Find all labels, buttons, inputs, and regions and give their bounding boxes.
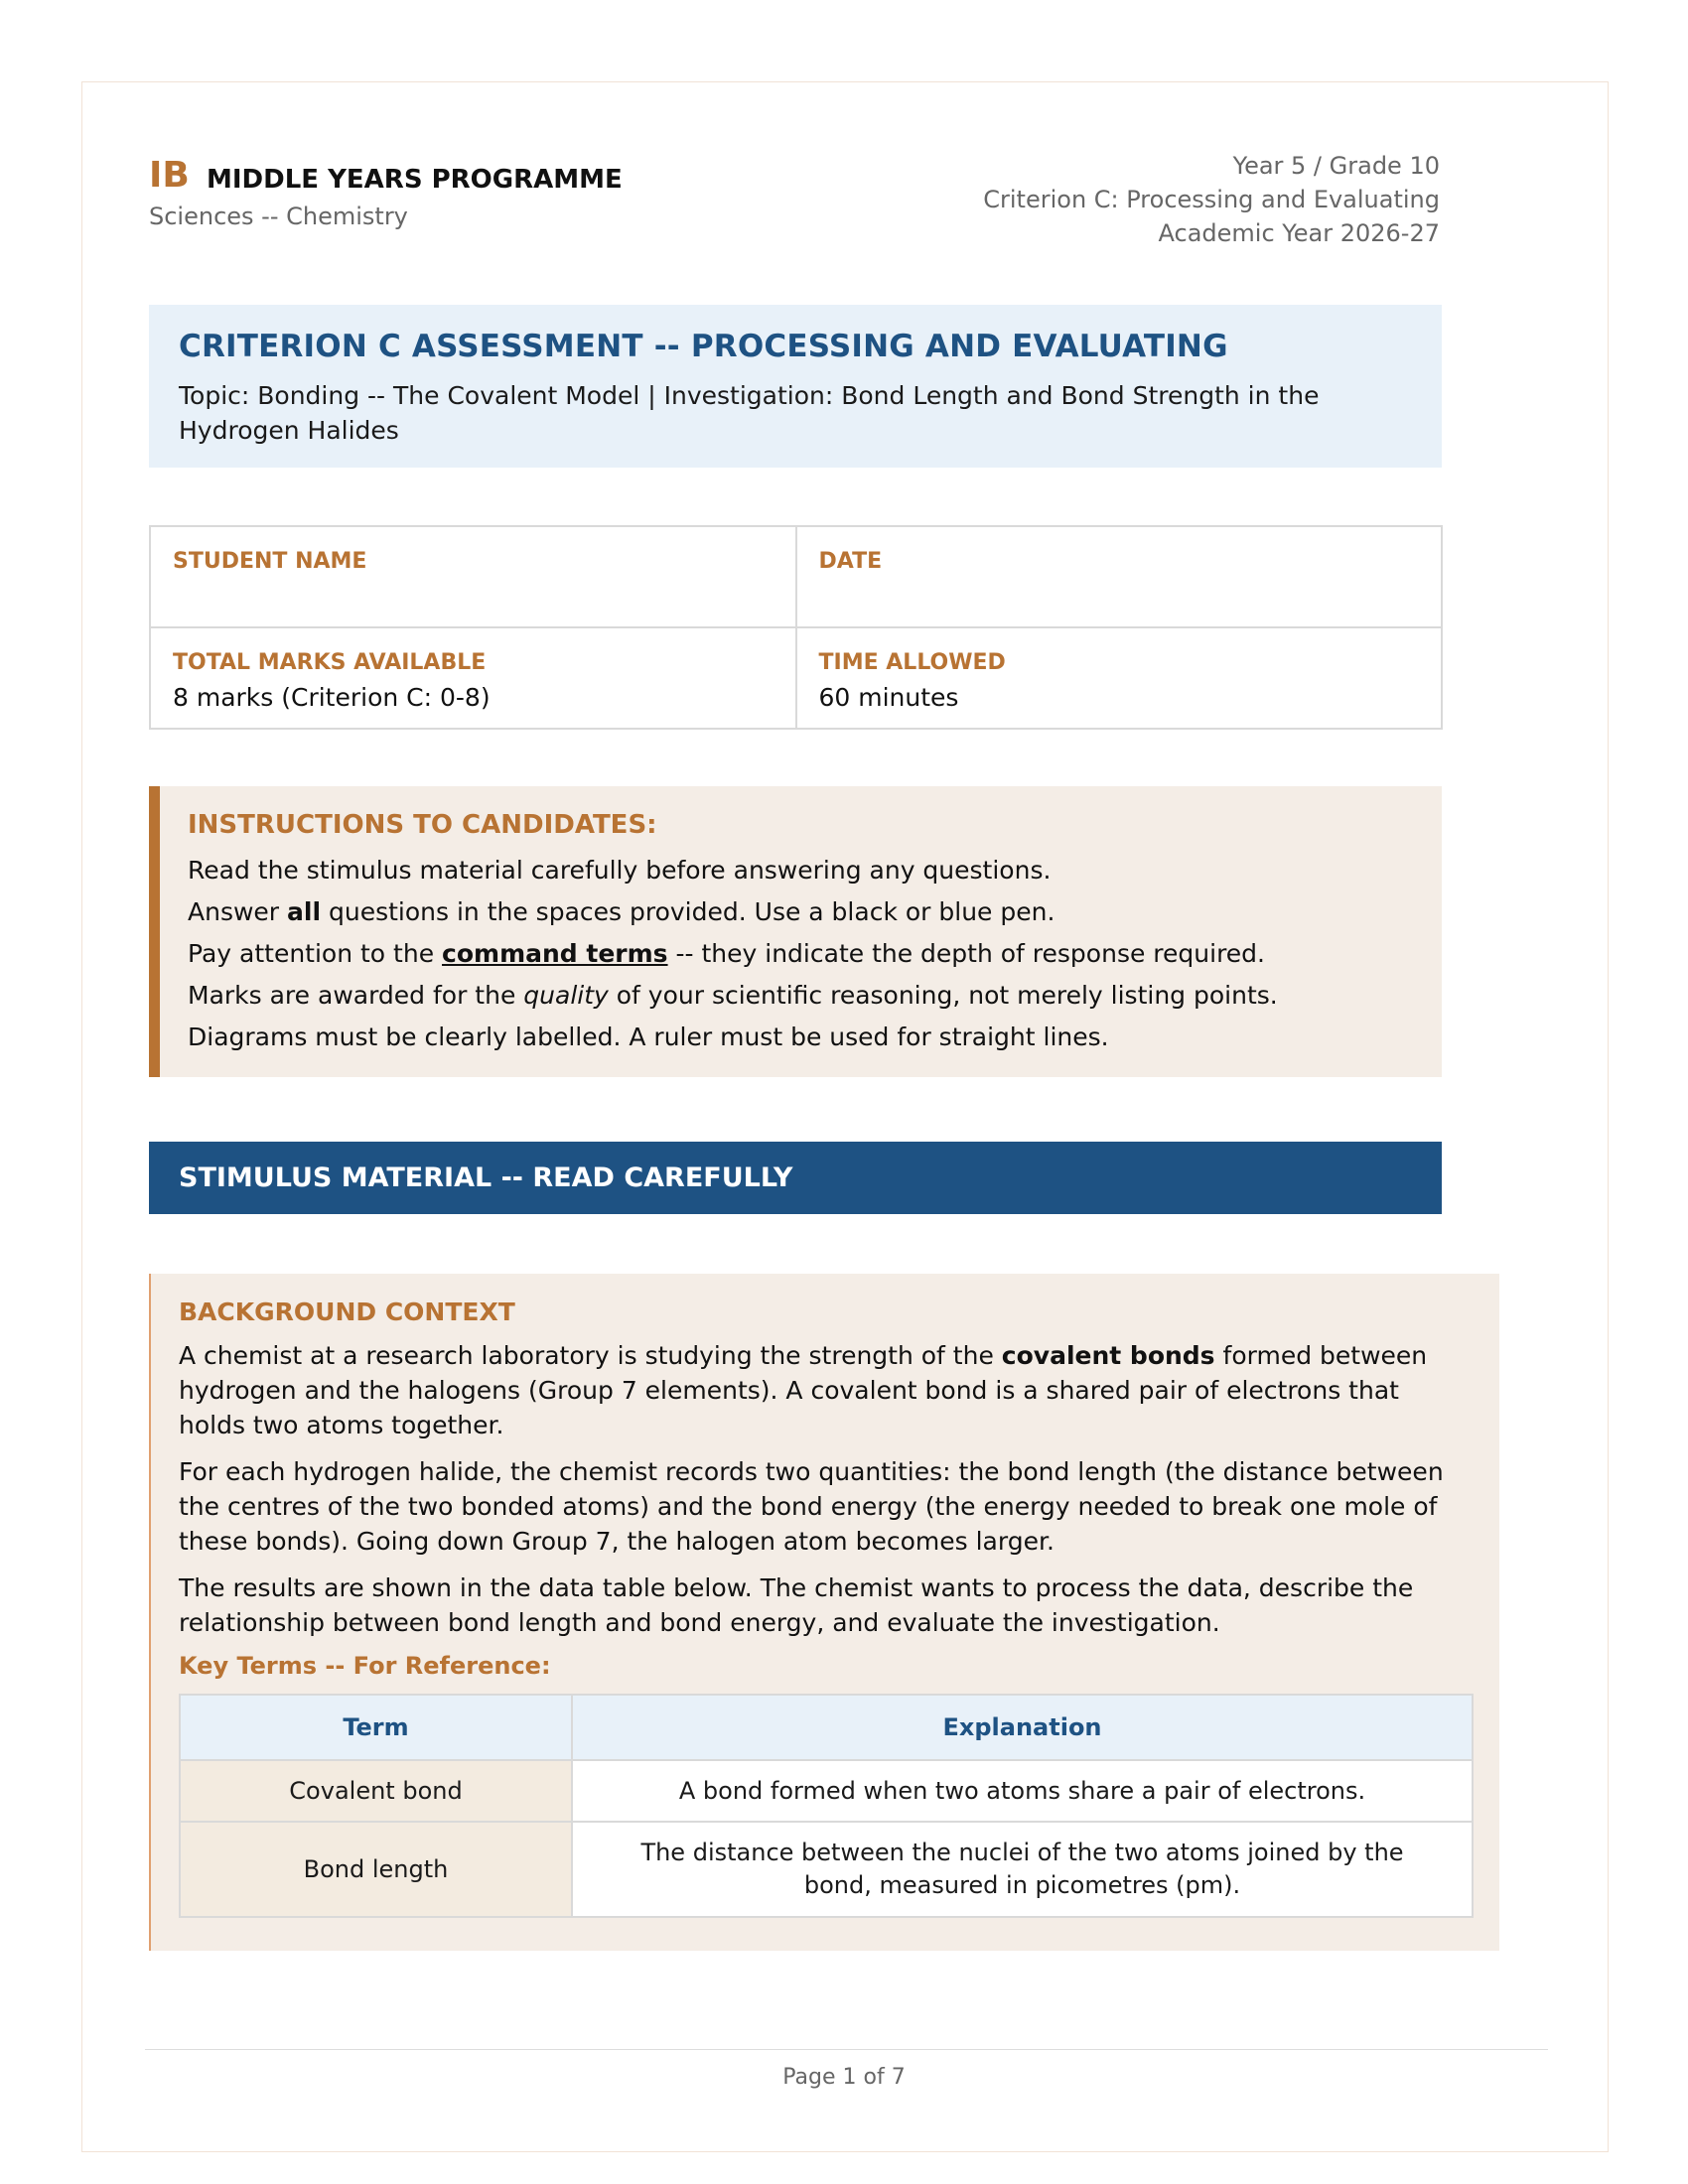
background-context-box — [149, 1274, 1499, 1951]
stimulus-banner: STIMULUS MATERIAL -- READ CAREFULLY — [149, 1142, 1442, 1214]
footer-divider — [145, 2049, 1548, 2050]
header-meta — [983, 149, 1440, 250]
time-allowed-label: TIME ALLOWED — [818, 650, 1006, 675]
context-text: formed between hydrogen and the halogens (Group 7 elements). A covalent bond is a shared pair of electrons that holds two atoms together. — [179, 1341, 1428, 1439]
context-paragraph: For each hydrogen halide, the chemist records two quantities: the bond length (the distance between the centres of the two bonded atoms) and the bond energy (the energy needed to break one mole of these bonds). Going down Group 7, the halogen atom becomes larger. — [179, 1457, 1444, 1556]
student-name-cell[interactable] — [150, 526, 796, 627]
subject-label: Sciences -- Chemistry — [149, 203, 408, 230]
instruction-text: Pay attention to the — [188, 939, 443, 968]
student-info-table — [149, 525, 1443, 730]
title-box — [149, 305, 1442, 468]
explanation-text: The distance between the nuclei of the two atoms joined by the bond, measured in picometres (pm). — [640, 1839, 1404, 1899]
topic-line: Topic: Bonding -- The Covalent Model | Investigation: Bond Length and Bond Strength in the Hydrogen Halides — [179, 381, 1320, 445]
table-row — [180, 1822, 1473, 1917]
instruction-text: Answer — [188, 897, 288, 926]
instruction-line — [188, 933, 1414, 975]
instruction-text: of your scientific reasoning, not merely listing points. — [608, 981, 1278, 1010]
instruction-line: Diagrams must be clearly labelled. A ruler must be used for straight lines. — [188, 1023, 1109, 1051]
total-marks-label: TOTAL MARKS AVAILABLE — [173, 650, 487, 675]
time-allowed-value: 60 minutes — [818, 683, 959, 712]
total-marks-cell — [150, 627, 796, 729]
page-number: Page 1 of 7 — [782, 2065, 906, 2090]
instruction-line: Read the stimulus material carefully before answering any questions. — [188, 856, 1052, 885]
ib-logo: IB — [149, 155, 190, 196]
instruction-text: -- they indicate the depth of response required. — [667, 939, 1265, 968]
date-label: DATE — [818, 549, 883, 574]
context-paragraph: The results are shown in the data table below. The chemist wants to process the data, describe the relationship between bond length and bond energy, and evaluate the investigation. — [179, 1573, 1414, 1637]
criterion-label: Criterion C: Processing and Evaluating — [983, 186, 1440, 213]
instructions-box — [149, 786, 1442, 1077]
context-title: BACKGROUND CONTEXT — [179, 1297, 515, 1326]
student-name-label: STUDENT NAME — [173, 549, 367, 574]
instruction-italic: quality — [523, 981, 609, 1010]
term-cell: Bond length — [180, 1822, 572, 1917]
programme-title: MIDDLE YEARS PROGRAMME — [207, 165, 623, 195]
instruction-line — [188, 975, 1414, 1017]
date-cell[interactable] — [796, 526, 1443, 627]
table-header-row — [180, 1695, 1473, 1760]
command-terms-emphasis: command terms — [442, 939, 668, 968]
table-row — [180, 1760, 1473, 1822]
year-label: Year 5 / Grade 10 — [1232, 152, 1440, 180]
instruction-emphasis: all — [287, 897, 322, 926]
column-header-term: Term — [180, 1695, 572, 1760]
context-emphasis: covalent bonds — [1001, 1341, 1215, 1370]
key-terms-table — [179, 1694, 1474, 1918]
page-title: CRITERION C ASSESSMENT -- PROCESSING AND EVALUATING — [179, 329, 1228, 364]
context-paragraph — [179, 1338, 1472, 1442]
time-allowed-cell — [796, 627, 1443, 729]
context-text: A chemist at a research laboratory is studying the strength of the — [179, 1341, 1002, 1370]
key-terms-title: Key Terms -- For Reference: — [179, 1652, 551, 1680]
column-header-explanation: Explanation — [572, 1695, 1473, 1760]
instruction-text: questions in the spaces provided. Use a black or blue pen. — [321, 897, 1055, 926]
term-cell: Covalent bond — [180, 1760, 572, 1822]
instruction-text: Marks are awarded for the — [188, 981, 524, 1010]
explanation-cell — [572, 1822, 1473, 1917]
instructions-title: INSTRUCTIONS TO CANDIDATES: — [188, 810, 657, 840]
explanation-cell: A bond formed when two atoms share a pair of electrons. — [572, 1760, 1473, 1822]
total-marks-value: 8 marks (Criterion C: 0-8) — [173, 683, 491, 712]
academic-year-label: Academic Year 2026-27 — [1158, 219, 1440, 247]
instruction-line — [188, 891, 1414, 933]
